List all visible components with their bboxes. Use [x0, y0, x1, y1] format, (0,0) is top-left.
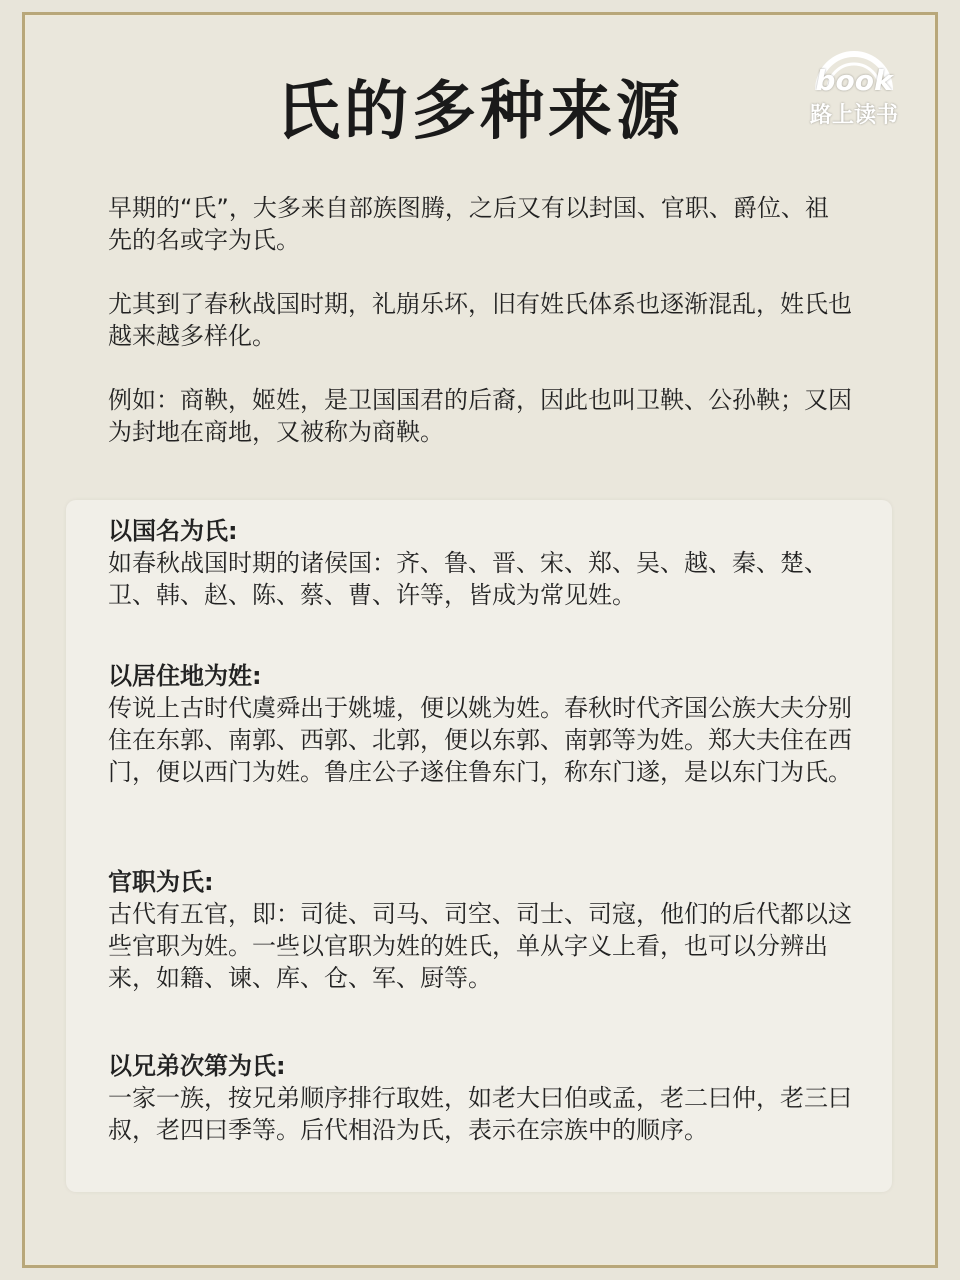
logo-subtitle: 路上读书 — [809, 103, 898, 128]
section-residence — [108, 660, 852, 788]
section-official-title — [108, 866, 852, 994]
section-heading: 以兄弟次第为氏: — [108, 1052, 286, 1080]
section-sibling-order — [108, 1050, 852, 1146]
section-heading: 以居住地为姓: — [108, 662, 262, 690]
intro-text — [108, 192, 852, 480]
section-body: 一家一族，按兄弟顺序排行取姓，如老大曰伯或孟，老二曰仲，老三曰叔，老四曰季等。后代相沿为氏，表示在宗族中的顺序。 — [108, 1084, 852, 1144]
section-heading: 官职为氏: — [108, 868, 214, 896]
section-heading: 以国名为氏: — [108, 517, 238, 545]
section-body: 古代有五官，即：司徒、司马、司空、司士、司寇，他们的后代都以这些官职为姓。一些以官职为姓的姓氏，单从字义上看，也可以分辨出来，如籍、谏、库、仓、军、厨等。 — [108, 900, 852, 992]
page-title: 氏的多种来源 — [276, 75, 684, 149]
section-body: 如春秋战国时期的诸侯国：齐、鲁、晋、宋、郑、吴、越、秦、楚、卫、韩、赵、陈、蔡、曹、许等，皆成为常见姓。 — [108, 549, 828, 609]
intro-paragraph: 早期的“氏”，大多来自部族图腾，之后又有以封国、官职、爵位、祖先的名或字为氏。 — [108, 194, 829, 254]
logo-word: book — [815, 64, 893, 97]
section-body: 传说上古时代虞舜出于姚墟，便以姚为姓。春秋时代齐国公族大夫分别住在东郭、南郭、西郭、北郭，便以东郭、南郭等为姓。郑大夫住在西门，便以西门为姓。鲁庄公子遂住鲁东门，称东门遂，是以东门为氏。 — [108, 694, 852, 786]
section-country-name — [108, 515, 852, 611]
intro-paragraph: 例如：商鞅，姬姓，是卫国国君的后裔，因此也叫卫鞅、公孙鞅；又因为封地在商地，又被称为商鞅。 — [108, 386, 852, 446]
intro-paragraph: 尤其到了春秋战国时期，礼崩乐坏，旧有姓氏体系也逐渐混乱，姓氏也越来越多样化。 — [108, 290, 852, 350]
